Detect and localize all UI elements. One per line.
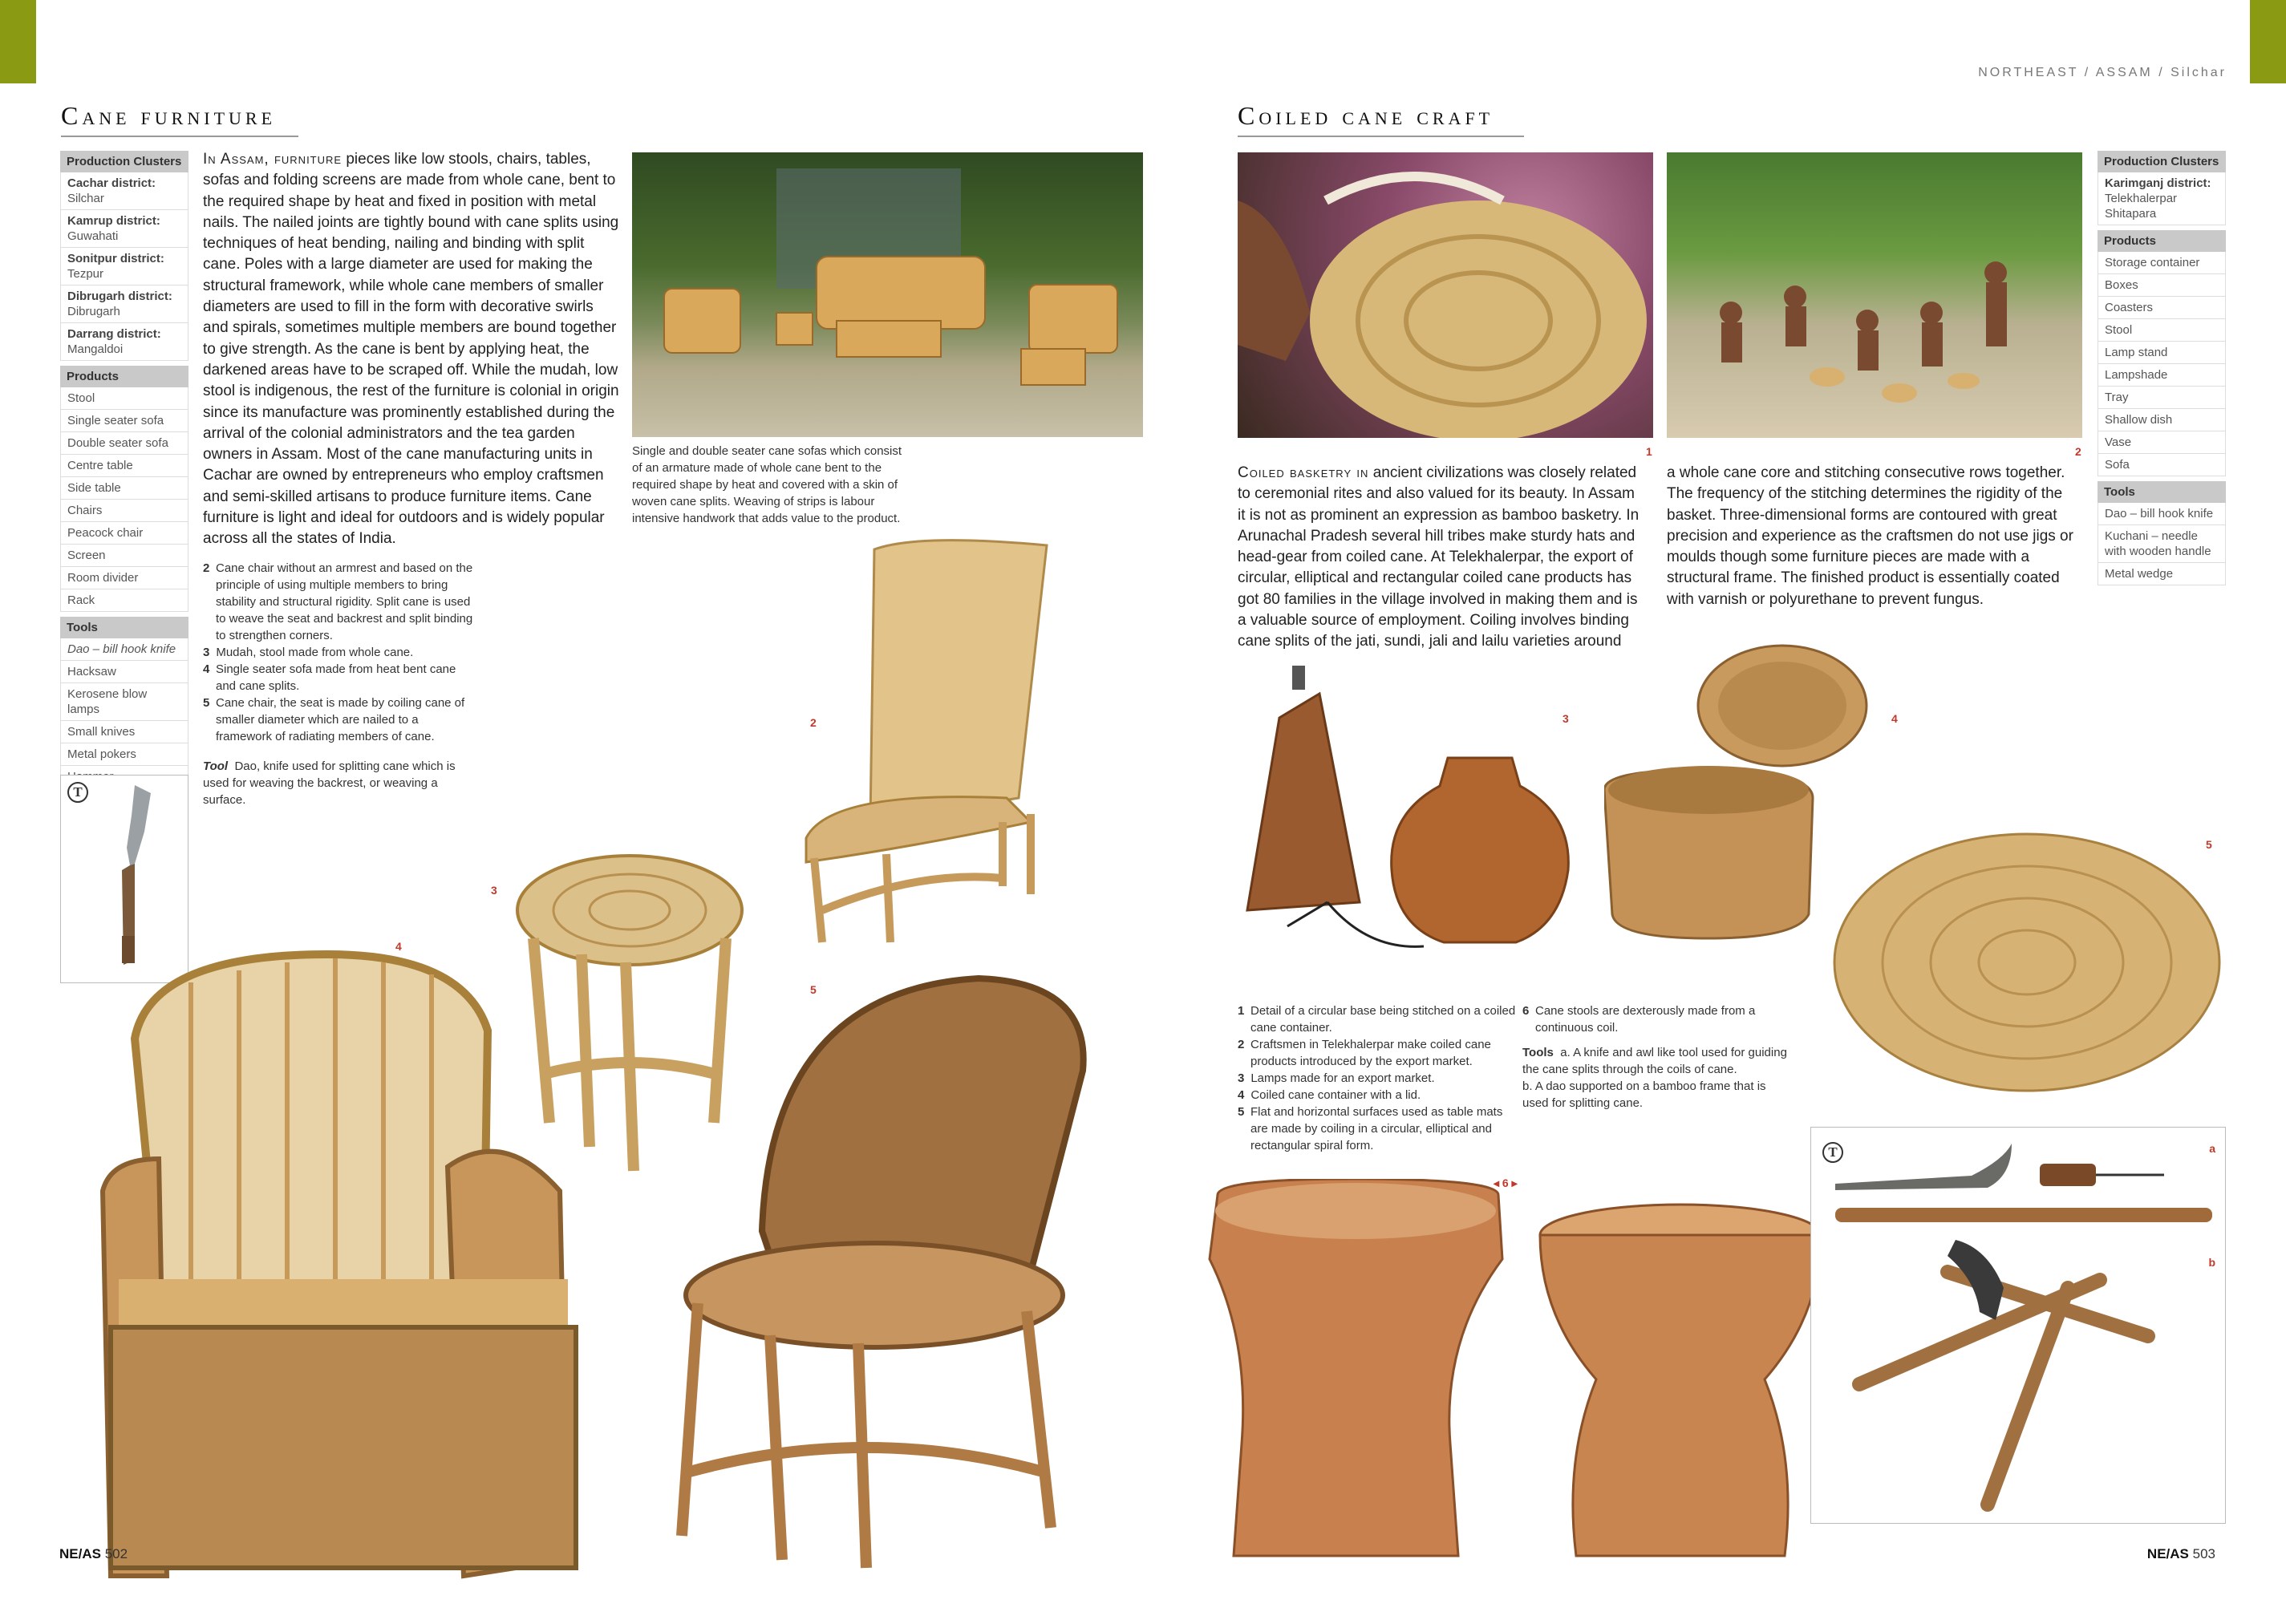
product-item: Double seater sofa [60,432,188,455]
product-item: Coasters [2098,297,2226,319]
coiling-tools-box [1810,1127,2226,1524]
figure-number: ◂ 6 ▸ [1494,1176,1518,1189]
left-corner-accent [0,0,36,83]
left-sidebar [60,151,188,788]
right-section-title: Coiled cane craft [1238,101,1524,137]
right-body-text-col1: Coiled basketry in ancient civilizations was closely related to ceremonial rites and also valued for its beauty. In Assam it is not as prominent an expression as bamboo basketry. In Arunachal Pradesh several hill tribes make sturdy hats and head-gear from coiled cane. At Telekhalerpar, the export of circular, elliptical and rectangular coiled cane products has got 80 families in the village involved in making them and is a valuable source of employment. Coiling involves binding cane splits of the jati, sundi, jali and lailu varieties around [1238,464,1640,650]
craftsmen-illustration [1667,152,2082,438]
product-item: Stool [60,387,188,410]
figure-number: 5 [2206,838,2212,851]
tool-item: Metal pokers [60,743,188,766]
right-captions [1238,1002,1518,1154]
sofa-set-photo [632,152,1143,437]
product-item: Single seater sofa [60,410,188,432]
coiled-base-illustration [1238,152,1653,438]
clusters-heading: Production Clusters [60,151,188,172]
figure-number: 3 [1563,712,1569,725]
product-item: Vase [2098,431,2226,454]
tool-caption: Tool Dao, knife used for splitting cane which is used for weaving the backrest, or weaving a surface. [203,759,456,807]
tool-item: Small knives [60,721,188,743]
coiled-base-photo [1238,152,1653,438]
right-folio: NE/AS 503 [2146,1546,2215,1561]
tool-item: Dao – bill hook knife [60,638,188,661]
cluster-item: Karimganj district: Telekhalerpar Shitapara [2098,172,2226,225]
cluster-item: Cachar district: Silchar [60,172,188,210]
coiled-vase-illustration [1388,750,1572,950]
knife-and-awl-icon [1811,1128,2227,1525]
craftsmen-photo [1667,152,2082,438]
sofa-photo-caption: Single and double seater cane sofas which consist of an armature made of whole cane bent to the required shape by heat and covered with a skin of woven cane splits. Weaving of strips is labour intensive handwork that adds value to the product. [632,444,902,525]
tools-caption: Tools a. A knife and awl like tool used for guiding the cane splits through the coils of cane. b. A dao supported on a bamboo frame that is used for splitting cane. [1522,1046,1787,1110]
figure-number: 3 [491,884,497,897]
tools-heading: Tools [60,617,188,638]
caption-item: 2 Cane chair without an armrest and based on the principle of using multiple members to bring stability and structural rigidity. Split cane is used to weave the seat and backrest and split binding to strengthen corners. [203,561,473,642]
cane-stool-left-illustration [1202,1179,1514,1564]
left-captions [203,560,476,808]
caption-item: 2 Craftsmen in Telekhalerpar make coiled cane products introduced by the export market. [1238,1038,1491,1068]
figure-number: 5 [810,983,817,996]
product-item: Tray [2098,387,2226,409]
caption-item: 4 Single seater sofa made from heat bent cane and cane splits. [203,662,456,693]
running-head: NORTHEAST / ASSAM / Silchar [1978,66,2227,79]
cane-chair-illustration [798,533,1059,950]
tool-item: Dao – bill hook knife [2098,503,2226,525]
tool-item: Kerosene blow lamps [60,683,188,721]
caption-item: 3 Lamps made for an export market. [1238,1071,1435,1085]
product-item: Side table [60,477,188,500]
caption-item: 1 Detail of a circular base being stitched on a coiled cane container. [1238,1004,1516,1035]
caption-item: 5 Cane chair, the seat is made by coiling cane of smaller diameter which are nailed to a framework of radiating members of cane. [203,696,465,743]
cluster-item: Kamrup district: Guwahati [60,210,188,248]
coiled-cane-chair-illustration [674,974,1099,1572]
product-item: Peacock chair [60,522,188,545]
left-body-text: In Assam, furniture pieces like low stools, chairs, tables, sofas and folding screens are made from whole cane, bent to the required shape by heat and fixed in position with metal nails. The nailed joints are tightly bound with cane splits using techniques of heat bending, nailing and binding with split cane. Poles with a large diameter are used for making the structural framework, while whole cane members of smaller diameters are used to fill in the form with decorative swirls and spirals, sometimes multiple members are bound together to give strength. As the cane is bent by applying heat, the darkened areas have to be scraped off. While the mudah, low stool is indigenous, the rest of the furniture is colonial in origin since its manufacture was prominently established during the arrival of the colonial administrators and the tea garden owners in Assam. Most of the cane manufacturing units in Cachar are owned by entrepreneurs who employ craftsmen and semi-skilled artisans to produce furniture items. Cane furniture is light and ideal for outdoors and is widely popular across all the states of India. [203,151,619,548]
figure-number: 2 [2075,445,2081,458]
clusters-heading: Production Clusters [2098,151,2226,172]
product-item: Lamp stand [2098,342,2226,364]
right-captions-col2 [1522,1002,1795,1112]
tool-item: Metal wedge [2098,563,2226,585]
product-item: Rack [60,589,188,612]
products-heading: Products [2098,230,2226,252]
single-seater-sofa-illustration [87,950,600,1584]
product-item: Room divider [60,567,188,589]
figure-number: 4 [395,940,402,953]
product-item: Lampshade [2098,364,2226,387]
right-corner-accent [2250,0,2286,83]
tool-icon: T [1822,1142,1843,1163]
product-item: Storage container [2098,252,2226,274]
product-item: Screen [60,545,188,567]
cluster-item: Darrang district: Mangaldoi [60,323,188,361]
tool-item: Kuchani – needle with wooden handle [2098,525,2226,563]
tools-heading: Tools [2098,481,2226,503]
caption-item: 4 Coiled cane container with a lid. [1238,1088,1421,1102]
product-item: Chairs [60,500,188,522]
product-item: Sofa [2098,454,2226,476]
sofa-set-illustration [632,152,1143,437]
left-folio: NE/AS 502 [59,1546,128,1561]
tool-icon: T [67,782,88,803]
figure-number: 4 [1891,712,1898,725]
products-heading: Products [60,366,188,387]
right-sidebar [2098,151,2226,585]
product-item: Centre table [60,455,188,477]
tool-item: Hacksaw [60,661,188,683]
left-section-title: Cane furniture [61,101,298,137]
figure-number: b [2208,1256,2215,1269]
figure-number: 2 [810,716,817,729]
figure-number: a [2209,1142,2215,1155]
right-body-text-col2: a whole cane core and stitching consecutive rows together. The frequency of the stitching determines the rigidity of the basket. Three-dimensional forms are contoured with great precision and experience as the craftsmen do not use jigs or moulds though some furniture pieces are made with a structural frame. The finished product is essentially coated with varnish or polyurethane to prevent fungus. [1667,464,2073,608]
caption-item: 3 Mudah, stool made from whole cane. [203,646,414,659]
cluster-item: Dibrugarh district: Dibrugarh [60,286,188,323]
cluster-item: Sonitpur district: Tezpur [60,248,188,286]
coiled-table-mat-illustration [1830,830,2223,1095]
product-item: Stool [2098,319,2226,342]
caption-item: 5 Flat and horizontal surfaces used as table mats are made by coiling in a circular, elliptical and rectangular spiral form. [1238,1105,1503,1152]
figure-number: 1 [1646,445,1652,458]
product-item: Boxes [2098,274,2226,297]
cane-stool-right-illustration [1532,1203,1829,1564]
product-item: Shallow dish [2098,409,2226,431]
caption-item: 6 Cane stools are dexterously made from a continuous coil. [1522,1004,1756,1035]
